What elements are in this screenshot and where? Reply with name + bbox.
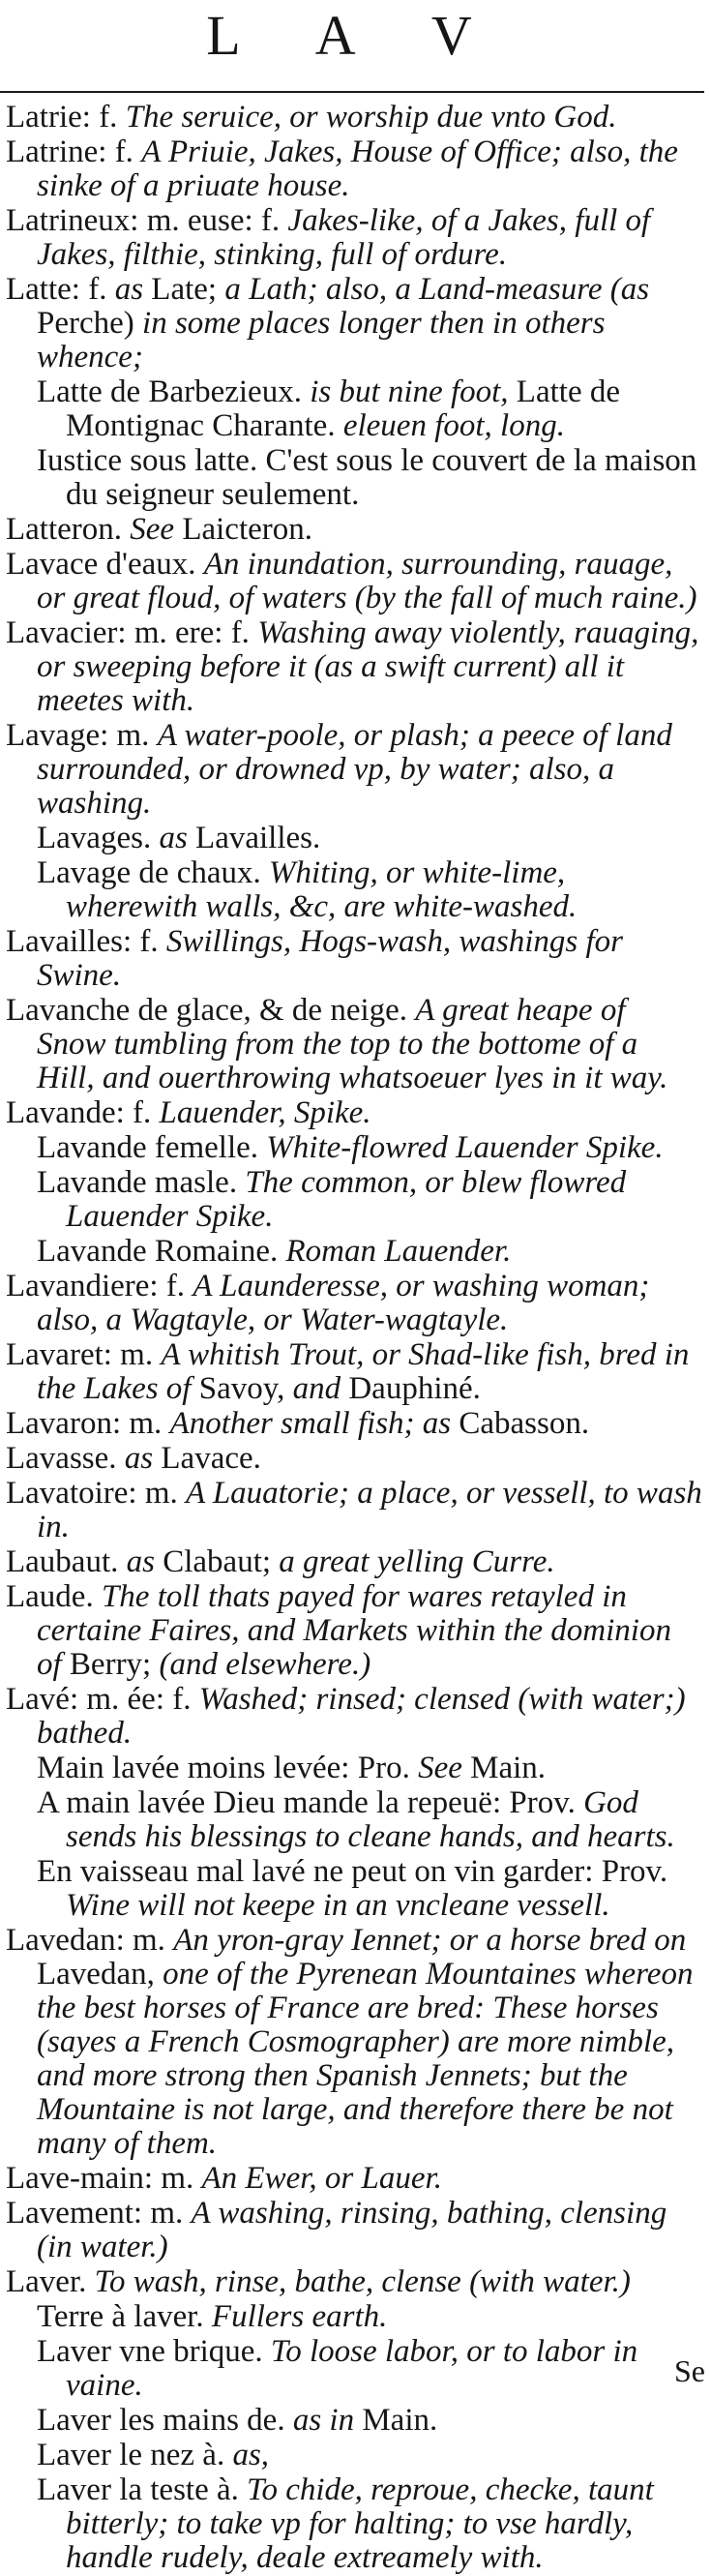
- definition: as in: [292, 2403, 355, 2438]
- sub-entry: [37, 2404, 702, 2438]
- sub-entry: [37, 1166, 702, 1234]
- sub-entry: [37, 1786, 702, 1854]
- headword: Lave-main: m.: [6, 2161, 194, 2196]
- definition: as: [124, 1441, 154, 1476]
- headword: Iustice sous latte. C'est sous le couvert de la maison du seigneur seulement.: [37, 443, 697, 512]
- dictionary-entry: [6, 2197, 702, 2264]
- definition: A Launderesse, or washing woman; also, a Wagtayle, or Water-wagtayle.: [37, 1269, 650, 1337]
- definition: as: [126, 1544, 155, 1579]
- definition: Lauender, Spike.: [159, 1095, 371, 1130]
- definition: one of the Pyrenean Mountaines whereon the best horses of France are bred: These horses (sayes a French Cosmographer) are more nimble, and more strong then Spanish Jennets; but the Mountaine is not large, and therefore there be not many of them.: [37, 1957, 694, 2161]
- headword: Lavedan: m.: [6, 1923, 165, 1958]
- sub-entry: [37, 375, 702, 443]
- headword: Latte: f.: [6, 272, 107, 307]
- dictionary-entry: [6, 719, 702, 821]
- definition: is but nine foot,: [310, 374, 509, 409]
- roman-text: Lavedan,: [37, 1957, 155, 1992]
- headword: Laver vne brique.: [37, 2334, 263, 2369]
- definition: The seruice, or worship due vnto God.: [125, 100, 617, 135]
- roman-text: Latte de Montignac Charante.: [66, 374, 620, 443]
- headword: Laude.: [6, 1579, 94, 1614]
- definition: An inundation, surrounding, rauage, or great floud, of waters (by the fall of much raine.): [37, 547, 697, 615]
- headword: Laver les mains de.: [37, 2403, 285, 2438]
- headword: Latrie: f.: [6, 100, 118, 135]
- definition: Wine will not keepe in an vncleane vessell.: [66, 1888, 610, 1923]
- definition: A Lauatorie; a place, or vessell, to wash in.: [37, 1476, 702, 1544]
- headword: Laubaut.: [6, 1544, 119, 1579]
- definition: A whitish Trout, or Shad-like fish, bred in the Lakes of: [37, 1337, 690, 1406]
- dictionary-entry: [6, 1270, 702, 1337]
- sub-entry: [37, 444, 702, 512]
- headword: Laver.: [6, 2264, 87, 2299]
- roman-text: Lavace.: [161, 1441, 261, 1476]
- dictionary-entry: [6, 1338, 702, 1406]
- headword: En vaisseau mal lavé ne peut on vin garder: Prov.: [37, 1854, 668, 1889]
- headword: Main lavée moins levée: Pro.: [37, 1751, 410, 1785]
- headword: Lavatoire: m.: [6, 1476, 178, 1511]
- roman-text: Main.: [362, 2403, 438, 2438]
- headword: Terre à laver.: [37, 2299, 204, 2334]
- definition: Roman Lauender.: [285, 1234, 512, 1269]
- dictionary-entry: [6, 548, 702, 615]
- sub-entry: [37, 2439, 702, 2472]
- dictionary-entry: [6, 1407, 702, 1441]
- roman-text: Laicteron.: [182, 512, 313, 547]
- definition: a great yelling Curre.: [279, 1544, 555, 1579]
- definition: The common, or blew flowred Lauender Spike.: [66, 1165, 627, 1234]
- definition: To wash, rinse, bathe, clense (with water.): [94, 2264, 631, 2299]
- definition: Another small fish; as: [169, 1406, 452, 1441]
- dictionary-entry: [6, 1477, 702, 1544]
- dictionary-entry: [6, 273, 702, 374]
- roman-text: Berry;: [69, 1647, 152, 1682]
- definition: A water-poole, or plash; a peece of land surrounded, or drowned vp, by water; also, a washing.: [37, 718, 672, 821]
- roman-text: Perche): [37, 306, 134, 341]
- dictionary-entry: [6, 513, 702, 547]
- sub-entry: [37, 1131, 702, 1165]
- dictionary-entry: [6, 2162, 702, 2196]
- definition: White-flowred Lauender Spike.: [266, 1130, 664, 1165]
- headword: Lavage de chaux.: [37, 855, 261, 890]
- sub-entry: [37, 2300, 702, 2334]
- sub-entry: [37, 2473, 702, 2575]
- definition: See: [418, 1751, 462, 1785]
- sub-entry: [37, 1752, 702, 1785]
- dictionary-entry: [6, 1096, 702, 1130]
- sub-entry: [37, 1235, 702, 1269]
- dictionary-entry: [6, 135, 702, 203]
- definition: Whiting, or white-lime, wherewith walls, &c, are white-washed.: [66, 855, 578, 924]
- headword: Lavaret: m.: [6, 1337, 154, 1372]
- headword: Lavailles: f.: [6, 924, 159, 959]
- dictionary-entry: [6, 1924, 702, 2161]
- dictionary-entry: [6, 1580, 702, 1682]
- header-rule: [0, 91, 704, 93]
- definition: The toll thats payed for wares retayled in certaine Faires, and Markets within the dominion of: [37, 1579, 671, 1682]
- definition: as,: [232, 2438, 270, 2472]
- entries-list: [6, 101, 702, 2576]
- headword: Lavace d'eaux.: [6, 547, 196, 582]
- headword: Lavasse.: [6, 1441, 117, 1476]
- definition: Jakes-like, of a Jakes, full of Jakes, filthie, stinking, full of ordure.: [37, 203, 651, 272]
- headword: Latte de Barbezieux.: [37, 374, 302, 409]
- roman-text: Lavailles.: [195, 821, 321, 855]
- headword: Latteron.: [6, 512, 123, 547]
- roman-text: Dauphiné.: [348, 1371, 481, 1406]
- dictionary-entry: [6, 101, 702, 135]
- definition: in some places longer then in others whence;: [37, 306, 606, 374]
- headword: Lavacier: m. ere: f.: [6, 615, 250, 650]
- roman-text: Main.: [470, 1751, 547, 1785]
- headword: Latrineux: m. euse: f.: [6, 203, 281, 238]
- definition: as: [159, 821, 188, 855]
- roman-text: Savoy,: [198, 1371, 285, 1406]
- headword: Laver le nez à.: [37, 2438, 225, 2472]
- definition: See: [130, 512, 175, 547]
- headword: Lavanche de glace, & de neige.: [6, 993, 408, 1028]
- definition: (and elsewhere.): [159, 1647, 371, 1682]
- headword: Lavande: f.: [6, 1095, 152, 1130]
- dictionary-entry: [6, 2265, 702, 2299]
- definition: A washing, rinsing, bathing, clensing (in water.): [37, 2196, 667, 2264]
- headword: Lavaron: m.: [6, 1406, 163, 1441]
- definition: Fullers earth.: [211, 2299, 388, 2334]
- headword: Laver la teste à.: [37, 2472, 239, 2507]
- dictionary-entry: [6, 925, 702, 993]
- headword: Lavement: m.: [6, 2196, 184, 2231]
- sub-entry: [37, 822, 702, 855]
- dictionary-entry: [6, 1442, 702, 1476]
- definition: Washing away violently, rauaging, or sweeping before it (as a swift current) all it meetes with.: [37, 615, 699, 718]
- headword: Lavande masle.: [37, 1165, 238, 1200]
- headword: A main lavée Dieu mande la repeuë: Prov.: [37, 1785, 576, 1820]
- catchword: Se: [674, 2353, 705, 2388]
- headword: Lavande Romaine.: [37, 1234, 279, 1269]
- definition: An Ewer, or Lauer.: [201, 2161, 442, 2196]
- definition: God sends his blessings to cleane hands, and hearts.: [66, 1785, 675, 1854]
- headword: Lavé: m. ée: f.: [6, 1682, 192, 1717]
- headword: Lavage: m.: [6, 718, 150, 753]
- definition: a Lath; also, a Land-measure (as: [224, 272, 650, 307]
- headword: Lavande femelle.: [37, 1130, 259, 1165]
- sub-entry: [37, 856, 702, 924]
- headword: Lavandiere: f.: [6, 1269, 186, 1303]
- definition: A Priuie, Jakes, House of Office; also, the sinke of a priuate house.: [37, 135, 678, 203]
- definition: eleuen foot, long.: [342, 408, 565, 443]
- page-header: L A V: [206, 4, 505, 67]
- definition: To chide, reproue, checke, taunt bitterly; to take vp for halting; to vse hardly, handle rudely, deale extreamely with.: [66, 2472, 654, 2575]
- dictionary-entry: [6, 994, 702, 1095]
- dictionary-entry: [6, 1545, 702, 1579]
- sub-entry: [37, 1855, 702, 1923]
- definition: To loose labor, or to labor in vaine.: [66, 2334, 638, 2403]
- definition: Swillings, Hogs-wash, washings for Swine.: [37, 924, 624, 993]
- definition: An yron-gray Iennet; or a horse bred on: [173, 1923, 687, 1958]
- definition: as: [114, 272, 144, 307]
- headword: Lavages.: [37, 821, 152, 855]
- sub-entry: [37, 2335, 702, 2403]
- dictionary-entry: [6, 616, 702, 718]
- dictionary-entry: [6, 204, 702, 272]
- roman-text: Clabaut;: [163, 1544, 272, 1579]
- dictionary-entry: [6, 1683, 702, 1751]
- roman-text: Cabasson.: [459, 1406, 590, 1441]
- definition: A great heape of Snow tumbling from the top to the bottome of a Hill, and ouerthrowing whatsoeuer lyes in it way.: [37, 993, 668, 1095]
- headword: Latrine: f.: [6, 135, 133, 169]
- definition: and: [292, 1371, 341, 1406]
- definition: Washed; rinsed; clensed (with water;) bathed.: [37, 1682, 686, 1751]
- roman-text: Late;: [151, 272, 218, 307]
